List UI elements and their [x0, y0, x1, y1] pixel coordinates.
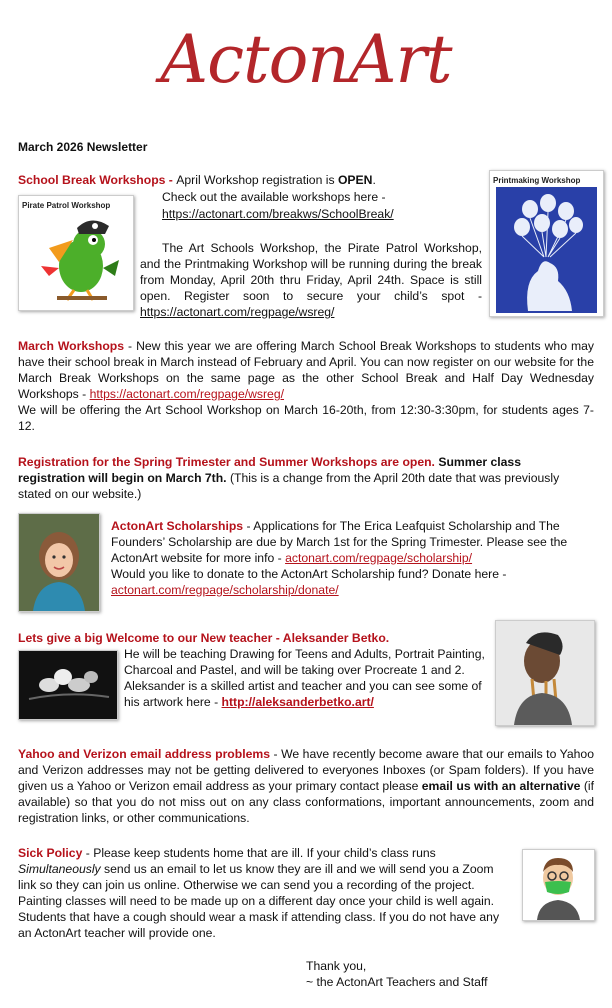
march-workshops-section: [18, 338, 594, 434]
school-break-link-text[interactable]: https://actonart.com/breakws/SchoolBreak/: [162, 207, 394, 221]
scholarship-donate-text: Would you like to donate to the ActonArt Scholarship fund? Donate here -: [111, 567, 507, 581]
school-break-body: [140, 240, 482, 320]
registration-section: [18, 454, 578, 502]
march-workshops-heading: March Workshops: [18, 339, 125, 353]
registration-bold: Summer class registration will begin on March 7th.: [18, 455, 521, 485]
email-problems-text2: (if available) so that you do not miss out on any class conformations, important announcements, zoom and registration links, or other communications.: [18, 779, 594, 825]
sick-policy-text: - Please keep students home that are ill. If your child’s class runs: [82, 846, 436, 860]
registration-heading: Registration for the Spring Trimester and Summer Workshops are open.: [18, 455, 435, 469]
march-workshops-link[interactable]: https://actonart.com/regpage/wsreg/: [89, 387, 285, 401]
new-teacher-heading: Lets give a big Welcome to our New teacher - Aleksander Betko.: [18, 631, 390, 645]
printmaking-caption: Printmaking Workshop: [493, 176, 581, 185]
portrait-icon: [496, 621, 594, 725]
orchid-artwork-image: [18, 650, 118, 720]
scholarship-heading: ActonArt Scholarships: [111, 519, 244, 533]
scholarship-section: [111, 518, 601, 598]
sick-policy-heading: Sick Policy: [18, 846, 83, 860]
registration-text: (This is a change from the April 20th date that was previously stated on our website.): [18, 471, 560, 501]
scholarship-link[interactable]: actonart.com/regpage/scholarship/: [285, 551, 473, 565]
teacher-portrait-image: [495, 620, 595, 726]
new-teacher-heading-line: [18, 630, 493, 646]
open-status: OPEN: [337, 173, 373, 187]
school-break-link[interactable]: [162, 206, 394, 222]
scholarship-text: - Applications for The Erica Leafquist Scholarship and The Founders’ Scholarship are due by March 1st for the Spring Trimester. Please see the ActonArt website for more info -: [111, 519, 568, 565]
signoff: [306, 958, 487, 990]
scholarship-donate-link[interactable]: actonart.com/regpage/scholarship/donate/: [111, 583, 339, 597]
new-teacher-section: [124, 646, 494, 710]
aleksander-link[interactable]: http://aleksanderbetko.art/: [221, 695, 374, 709]
pirate-patrol-image: [18, 195, 134, 311]
pirate-patrol-caption: Pirate Patrol Workshop: [22, 201, 111, 210]
signoff-staff: ~ the ActonArt Teachers and Staff: [306, 975, 488, 989]
email-problems-heading: Yahoo and Verizon email address problems: [18, 747, 270, 761]
march-workshops-text2: We will be offering the Art School Workshop on March 16-20th, from 12:30-3:30pm, for students ages 7-12.: [18, 403, 594, 433]
newsletter-title: March 2026 Newsletter: [18, 140, 148, 154]
orchid-icon: [19, 651, 117, 719]
sick-policy-text2: send us an email to let us know they are ill and we will send you a Zoom link so they can join us online. Otherwise we can send you a recording of the project. Painting classes will need to be made up on a different day once your child is well again. Students that have a cough should wear a mask if attending class. If you do not have any an ActonArt teacher will provide one.: [18, 862, 500, 940]
scholarship-photo: [18, 513, 100, 612]
signoff-thanks: Thank you,: [306, 959, 367, 973]
sick-policy-section: [18, 845, 508, 941]
check-out-text: Check out the available workshops here -: [162, 190, 386, 204]
wsreg-link[interactable]: https://actonart.com/regpage/wsreg/: [140, 305, 335, 319]
sick-policy-italic: Simultaneously: [18, 862, 101, 876]
school-break-heading: School Break Workshops: [18, 173, 166, 187]
school-break-heading-line: [18, 172, 498, 188]
dash: -: [165, 173, 177, 187]
march-workshops-text: - New this year we are offering March School Break Workshops to students who may have their school break in March instead of February and April. You can now register on our website for the March Break Workshops on the same page as the other School Break and Half Day Wednesday Workshops -: [18, 339, 594, 401]
actonart-logo: ActonArt: [160, 21, 452, 98]
balloon-print-icon: [490, 171, 603, 316]
mask-person-icon: [523, 850, 594, 920]
printmaking-image: [489, 170, 604, 317]
email-problems-bold: email us with an alternative: [421, 779, 581, 793]
student-photo-icon: [19, 514, 99, 611]
email-problems-section: [18, 746, 594, 826]
period: .: [372, 173, 376, 187]
new-teacher-text: He will be teaching Drawing for Teens and Adults, Portrait Painting, Charcoal and Pastel, and will be taking over Procreate 1 and 2. Aleksander is a skilled artist and teacher and you can see some of his artwork here -: [124, 647, 485, 709]
masked-person-image: [522, 849, 595, 921]
school-break-text: April Workshop registration is: [176, 173, 338, 187]
school-break-body-text: The Art Schools Workshop, the Pirate Patrol Workshop, and the Printmaking Workshop will be running during the break from Monday, April 20th thru Friday, April 24th. Space is still open. Register soon to secure your child’s spot -: [140, 241, 482, 303]
email-problems-text: - We have recently become aware that our emails to Yahoo and Verizon addresses may not be getting delivered to everyones Inboxes (or Spam folders). If you have given us a Yahoo or Verizon email address as your primary contact please: [18, 747, 594, 793]
